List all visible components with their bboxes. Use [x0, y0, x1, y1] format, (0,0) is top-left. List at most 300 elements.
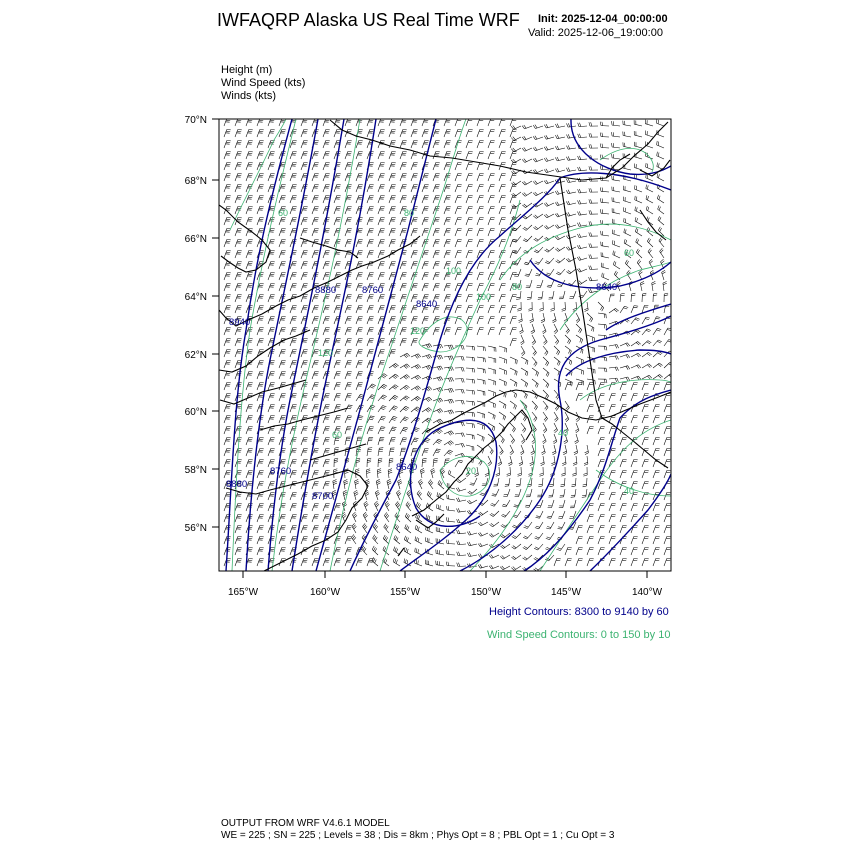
wind-barb — [589, 122, 598, 126]
wind-barb — [301, 284, 308, 292]
wind-barb — [257, 526, 264, 534]
wind-barb — [279, 218, 286, 226]
wind-barb — [356, 306, 363, 314]
wind-barb — [422, 141, 429, 149]
wind-barb — [345, 141, 352, 149]
wind-barb — [456, 498, 466, 502]
wind-barb — [567, 145, 577, 149]
wind-barb — [544, 180, 554, 184]
wind-barb — [488, 207, 495, 215]
wind-barb — [389, 317, 396, 325]
wind-barb — [323, 559, 330, 567]
wind-barb — [488, 251, 495, 259]
wind-barb — [323, 394, 330, 402]
height-contour-label: 8760 — [362, 285, 384, 296]
wind-barb — [389, 458, 393, 467]
wind-barb — [323, 130, 330, 138]
wind-barb — [642, 537, 649, 545]
wind-barb — [268, 284, 275, 292]
wind-barb — [268, 119, 275, 127]
wind-barb — [279, 273, 286, 281]
wind-barb — [642, 364, 652, 368]
wind-barb — [312, 317, 319, 325]
wind-barb — [268, 130, 275, 138]
wind-barb — [323, 119, 330, 127]
wind-barb — [613, 261, 620, 269]
wind-barb — [545, 247, 554, 252]
height-contours-note: Height Contours: 8300 to 9140 by 60 — [489, 606, 669, 618]
wind-barb — [235, 295, 242, 303]
wind-barb — [301, 163, 308, 171]
wind-barb — [546, 533, 554, 540]
wind-barb — [290, 526, 297, 534]
wind-barb — [235, 559, 242, 567]
wind-barb — [512, 533, 521, 539]
wind-barb — [657, 173, 664, 181]
wind-barb — [246, 339, 253, 347]
wind-barb — [577, 245, 587, 249]
wind-barb — [235, 185, 242, 193]
wind-barb — [600, 187, 609, 192]
wind-barb — [279, 251, 286, 259]
wind-barb — [534, 236, 543, 241]
wind-barb — [522, 125, 532, 129]
wind-barb — [444, 450, 453, 456]
wind-barb — [631, 353, 641, 357]
wind-barb — [642, 383, 649, 391]
wind-barb — [444, 328, 451, 336]
wind-barb — [544, 135, 554, 139]
wind-barb — [433, 240, 440, 248]
wind-barb — [378, 361, 385, 369]
wind-speed-contour-line — [330, 119, 466, 571]
wind-barb — [257, 504, 264, 512]
wind-barb — [466, 218, 473, 226]
wind-barb — [323, 262, 330, 270]
wind-contour-label: 80 — [512, 282, 523, 292]
wind-barb — [257, 515, 264, 523]
wind-barb — [444, 251, 451, 259]
wind-barb — [312, 548, 319, 556]
wind-barb — [301, 449, 308, 457]
wind-barb — [290, 493, 297, 501]
wind-barb — [589, 166, 598, 170]
wind-barb — [589, 133, 598, 137]
wind-barb — [490, 500, 499, 506]
wind-barb — [235, 163, 242, 171]
wind-barb — [555, 124, 565, 128]
wind-barb — [367, 339, 374, 347]
wind-barb — [576, 537, 583, 545]
wind-barb — [620, 293, 625, 302]
wind-barb — [572, 467, 576, 476]
wind-barb — [664, 515, 671, 523]
wind-barb — [400, 385, 410, 390]
wind-barb — [433, 273, 440, 281]
wind-barb — [279, 229, 286, 237]
wind-barb — [235, 174, 242, 182]
wind-barb — [235, 273, 242, 281]
wind-barb — [447, 495, 455, 500]
wind-barb — [664, 383, 671, 391]
wind-barb — [598, 346, 607, 350]
wind-barb — [522, 203, 532, 208]
wind-barb — [389, 218, 396, 226]
wind-barb — [589, 277, 598, 281]
wind-barb — [556, 258, 565, 263]
wind-barb — [384, 524, 389, 533]
wind-contour-label: 60 — [278, 208, 289, 218]
wind-barb — [554, 346, 560, 355]
wind-barb — [334, 262, 341, 270]
wind-barb — [664, 438, 671, 446]
wind-barb — [323, 515, 330, 523]
wind-barb — [345, 361, 352, 369]
wind-barb — [385, 501, 390, 511]
wind-barb — [279, 317, 286, 325]
wind-barb — [535, 522, 543, 529]
wind-barb — [356, 152, 363, 160]
wind-barb — [334, 130, 341, 138]
wind-barb — [635, 207, 642, 214]
wind-barb — [467, 531, 477, 535]
wind-barb — [575, 423, 579, 433]
wind-barb — [257, 449, 264, 457]
wind-barb — [525, 269, 532, 276]
wind-barb — [345, 240, 352, 248]
lon-label: 145°W — [550, 587, 582, 598]
wind-barb — [642, 317, 650, 324]
wind-barb — [354, 490, 358, 500]
wind-barb — [512, 203, 521, 208]
wind-barb — [576, 368, 584, 375]
height-contour-line — [524, 390, 671, 571]
wind-barb — [400, 328, 407, 336]
wind-barb — [503, 489, 510, 497]
wind-barb — [478, 564, 488, 568]
wind-barb — [522, 136, 532, 140]
wind-barb — [279, 526, 286, 534]
wind-barb — [664, 537, 671, 545]
wind-barb — [639, 270, 643, 280]
wind-barb — [268, 515, 275, 523]
wind-barb — [323, 460, 330, 468]
wind-barb — [636, 238, 642, 247]
wind-barb — [664, 374, 674, 379]
wind-barb — [444, 284, 451, 292]
lat-label: 62°N — [184, 350, 207, 361]
wind-barb — [290, 361, 297, 369]
wind-barb — [566, 190, 576, 194]
wind-barb — [543, 412, 548, 422]
wind-barb — [634, 142, 642, 148]
wind-barb — [516, 291, 521, 300]
wind-barb — [312, 251, 319, 259]
wind-barb — [400, 152, 407, 160]
wind-barb — [433, 174, 440, 182]
wind-barb — [566, 201, 576, 205]
wind-barb — [389, 438, 396, 446]
wind-barb — [290, 405, 297, 413]
wind-barb — [499, 218, 506, 226]
wind-barb — [334, 559, 341, 567]
wind-barb — [422, 408, 432, 413]
wind-barb — [613, 240, 621, 247]
wind-barb — [334, 515, 341, 523]
wind-barb — [312, 152, 319, 160]
wind-barb — [589, 199, 598, 203]
wind-barb — [323, 416, 330, 424]
wind-barb — [500, 555, 510, 559]
wind-barb — [345, 559, 352, 567]
wind-barb — [455, 357, 464, 361]
wind-barb — [400, 196, 407, 204]
wind-barb — [653, 375, 663, 380]
wind-barb — [411, 317, 418, 325]
wind-barb — [224, 449, 231, 457]
wind-barb — [268, 152, 275, 160]
wind-barb — [653, 352, 662, 357]
wind-barb — [620, 366, 630, 370]
wind-barb — [378, 218, 385, 226]
wind-barb — [224, 350, 231, 358]
wind-barb — [334, 537, 341, 545]
wind-barb — [235, 350, 242, 358]
lon-label: 140°W — [631, 587, 663, 598]
wind-barb — [362, 546, 367, 555]
wind-barb — [224, 405, 231, 413]
wind-barb — [585, 445, 589, 455]
wind-barb — [455, 152, 462, 160]
wind-barb — [664, 449, 671, 457]
wind-barb — [553, 434, 557, 444]
wind-barb — [422, 458, 427, 467]
wind-barb — [477, 207, 484, 215]
wind-barb — [653, 328, 661, 335]
wind-barb — [246, 251, 253, 259]
wind-barb — [609, 378, 618, 382]
wind-barb — [455, 390, 464, 394]
wind-barb — [598, 548, 605, 556]
wind-barb — [466, 185, 473, 193]
wind-barb — [345, 339, 352, 347]
wind-barb — [224, 460, 231, 468]
wind-contour-label: 100 — [446, 266, 462, 276]
wind-barb — [378, 416, 386, 423]
lat-label: 58°N — [184, 465, 207, 476]
wind-barb — [620, 343, 630, 347]
wind-barb — [367, 240, 374, 248]
wind-barb — [600, 133, 609, 137]
wind-barb — [510, 306, 517, 314]
wind-barb — [543, 368, 549, 377]
wind-barb — [631, 293, 635, 302]
wind-barb — [518, 313, 522, 323]
wind-contour-label: 60 — [332, 430, 343, 440]
wind-barb — [323, 317, 330, 325]
wind-barb — [523, 544, 532, 550]
wind-barb — [510, 152, 517, 160]
wind-barb — [388, 469, 392, 478]
wind-barb — [224, 372, 231, 380]
wind-barb — [457, 563, 466, 567]
wind-barb — [323, 482, 330, 490]
wind-barb — [612, 197, 620, 203]
wind-barb — [510, 174, 517, 182]
wind-barb — [224, 240, 231, 248]
wind-barb — [535, 258, 544, 264]
wind-barb — [235, 229, 242, 237]
wind-barb — [583, 467, 587, 476]
wind-barb — [631, 383, 638, 391]
wind-barb — [333, 480, 337, 490]
wind-barb — [555, 146, 565, 150]
wind-barb — [363, 523, 368, 533]
wind-barb — [268, 328, 275, 336]
wind-barb — [620, 394, 627, 402]
wind-barb — [301, 295, 308, 303]
wind-barb — [492, 489, 499, 496]
wind-barb — [510, 185, 517, 193]
wind-barb — [493, 478, 499, 486]
wind-barb — [587, 383, 594, 391]
wind-barb — [257, 207, 264, 215]
wind-barb — [400, 396, 409, 401]
wind-barb — [415, 548, 422, 555]
wind-barb — [444, 345, 454, 349]
wind-barb — [527, 291, 532, 300]
wind-barb — [455, 328, 462, 336]
wind-barb — [389, 385, 398, 390]
wind-barb — [257, 218, 264, 226]
wind-barb — [499, 357, 507, 364]
wind-barb — [301, 427, 308, 435]
wind-barb — [609, 515, 616, 523]
wind-barb — [488, 229, 495, 237]
wind-barb — [367, 328, 374, 336]
wind-barb — [609, 345, 619, 349]
wind-barb — [433, 419, 443, 424]
wind-barb — [268, 295, 275, 303]
wind-barb — [455, 443, 465, 447]
wind-barb — [418, 479, 423, 489]
wind-barb — [235, 251, 242, 259]
wind-barb — [425, 560, 433, 566]
wind-barb — [444, 141, 451, 149]
wind-barb — [490, 522, 500, 527]
wind-barb — [235, 196, 242, 204]
wind-barb — [609, 504, 616, 512]
wind-barb — [658, 206, 664, 215]
wind-barb — [546, 269, 554, 276]
wind-speed-contour-line — [232, 119, 296, 571]
wind-barb — [587, 559, 594, 567]
wind-barb — [587, 405, 594, 413]
wind-barb — [658, 216, 664, 225]
wind-barb — [457, 530, 466, 534]
wind-barb — [378, 273, 385, 281]
wind-barb — [543, 346, 548, 356]
wind-barb — [620, 559, 627, 567]
wind-barb — [657, 152, 664, 159]
wind-barb — [539, 467, 543, 476]
wind-barb — [224, 339, 231, 347]
wind-barb — [378, 196, 385, 204]
wind-barb — [377, 469, 381, 478]
wind-barb — [323, 185, 330, 193]
wind-barb — [612, 230, 620, 236]
wind-barb — [559, 500, 565, 508]
wind-barb — [367, 218, 374, 226]
wind-barb — [522, 181, 532, 185]
wind-barb — [257, 174, 264, 182]
wind-barb — [609, 394, 616, 402]
lat-label: 60°N — [184, 407, 207, 418]
wind-barb — [301, 460, 308, 468]
wind-barb — [367, 207, 374, 215]
wind-barb — [376, 479, 380, 489]
wind-barb — [323, 306, 330, 314]
wind-barb — [477, 434, 484, 441]
wind-barb — [466, 390, 475, 395]
wind-barb — [631, 416, 638, 424]
wind-barb — [367, 229, 374, 237]
wind-barb — [532, 368, 539, 376]
wind-barb — [510, 339, 517, 347]
wind-barb — [555, 247, 565, 251]
wind-barb — [499, 445, 503, 455]
wind-barb — [620, 460, 627, 468]
wind-barb — [378, 437, 384, 445]
wind-barb — [612, 154, 620, 159]
wind-barb — [323, 328, 330, 336]
wind-barb — [444, 399, 454, 403]
wind-barb — [356, 240, 363, 248]
wind-barb — [598, 438, 605, 446]
wind-barb — [257, 537, 264, 545]
wind-barb — [367, 273, 374, 281]
wind-barb — [510, 401, 517, 409]
wind-barb — [224, 394, 231, 402]
wind-barb — [444, 431, 454, 436]
wind-barb — [477, 379, 485, 385]
wind-barb — [378, 350, 385, 358]
wind-barb — [653, 340, 662, 346]
wind-barb — [642, 438, 649, 446]
wind-barb — [312, 196, 319, 204]
wind-barb — [224, 328, 231, 336]
wind-barb — [355, 479, 359, 489]
wind-speed-contour-line — [419, 317, 467, 352]
wind-barb — [422, 119, 429, 127]
wind-barb — [268, 394, 275, 402]
wind-barb — [576, 548, 583, 556]
wind-barb — [378, 207, 385, 215]
wind-barb — [642, 329, 651, 335]
wind-barb — [477, 174, 484, 182]
wind-barb — [499, 152, 506, 160]
wind-barb — [384, 512, 389, 522]
field-label-wind-speed: Wind Speed (kts) — [221, 77, 306, 89]
lon-label: 155°W — [389, 587, 421, 598]
wind-barb — [246, 537, 253, 545]
wind-barb — [446, 540, 455, 545]
wind-barb — [301, 361, 308, 369]
wind-barb — [334, 207, 341, 215]
wind-barb — [523, 225, 532, 230]
wind-barb — [411, 130, 418, 138]
wind-barb — [405, 524, 411, 533]
